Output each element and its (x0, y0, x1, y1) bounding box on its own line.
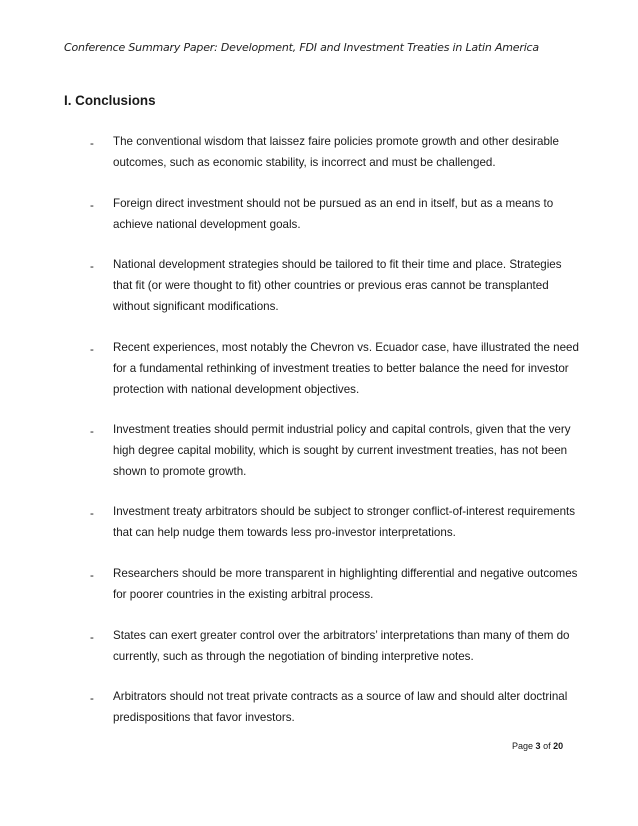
page-label: Page (512, 741, 534, 751)
bullet-marker: - (90, 260, 94, 273)
current-page-number: 3 (535, 741, 541, 751)
bullet-marker: - (90, 343, 94, 356)
bullet-marker: - (90, 425, 94, 438)
bullet-marker: - (90, 507, 94, 520)
bullet-marker: - (90, 199, 94, 212)
list-item: Arbitrators should not treat private contracts as a source of law and should alter doctrinal predispositions that favor investors. (113, 690, 568, 724)
bullet-marker: - (90, 137, 94, 150)
section-title: I. Conclusions (64, 93, 156, 108)
list-item: Researchers should be more transparent in highlighting differential and negative outcomes for poorer countries in the existing arbitral process. (113, 567, 578, 601)
list-item: States can exert greater control over the arbitrators’ interpretations than many of them do currently, such as through the negotiation of binding interpretive notes. (113, 629, 570, 663)
list-item: Investment treaties should permit industrial policy and capital controls, given that the very high degree capital mobility, which is sought by current investment treaties, has not been shown to promote growth. (113, 423, 571, 478)
page-number-footer (512, 741, 563, 751)
list-item: Recent experiences, most notably the Chevron vs. Ecuador case, have illustrated the need for a fundamental rethinking of investment treaties to better balance the need for investor protection with national development objectives. (113, 341, 579, 396)
of-label: of (543, 741, 551, 751)
bullet-marker: - (90, 631, 94, 644)
list-item: National development strategies should be tailored to fit their time and place. Strategies that fit (or were thought to fit) other countries or previous eras cannot be transplanted without significant modifications. (113, 258, 562, 313)
total-pages-number: 20 (553, 741, 564, 751)
page-header: Conference Summary Paper: Development, FDI and Investment Treaties in Latin America (64, 41, 539, 54)
bullet-marker: - (90, 569, 94, 582)
bullet-marker: - (90, 692, 94, 705)
list-item: The conventional wisdom that laissez faire policies promote growth and other desirable outcomes, such as economic stability, is incorrect and must be challenged. (113, 135, 559, 169)
list-item: Investment treaty arbitrators should be subject to stronger conflict-of-interest requirements that can help nudge them towards less pro-investor interpretations. (113, 505, 576, 539)
list-item: Foreign direct investment should not be pursued as an end in itself, but as a means to achieve national development goals. (113, 197, 554, 231)
